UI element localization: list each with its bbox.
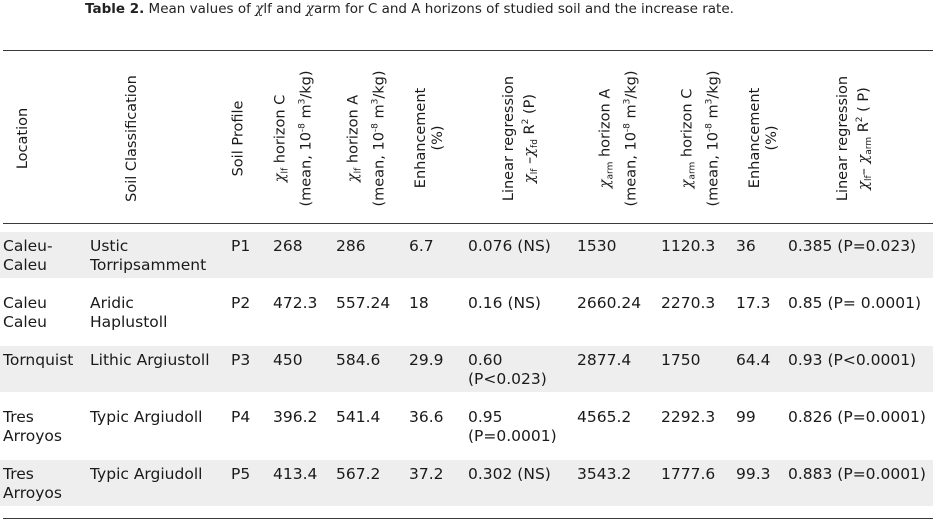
cell-classification: Typic Argiudoll: [90, 408, 203, 426]
caption-text-2: lf and: [263, 1, 306, 17]
cell-enh1: 18: [409, 294, 429, 312]
header-linear-regression-2: Linear regression $\chi_{lf}-$ $\chi_{arm}$ $R^2$ ( P): [835, 75, 875, 201]
cell-reg2: 0.93 (P<0.0001): [788, 351, 917, 369]
cell-enh2: 99: [736, 408, 756, 426]
cell-enh1: 37.2: [409, 465, 444, 483]
cell-chi-lf-c: 413.4: [273, 465, 318, 483]
header-location: Location: [15, 107, 32, 169]
cell-profile: P1: [231, 237, 251, 255]
cell-enh1: 6.7: [409, 237, 434, 255]
cell-reg1: 0.076 (NS): [468, 237, 551, 255]
cell-profile: P4: [231, 408, 251, 426]
cell-classification: Ustic Torripsamment: [90, 237, 207, 274]
cell-reg2: 0.85 (P= 0.0001): [788, 294, 922, 312]
header-enhancement-2: Enhancement (%): [747, 87, 780, 189]
cell-location: Caleu Caleu: [3, 294, 47, 331]
cell-chi-lf-c: 268: [273, 237, 303, 255]
caption-chi-1: χ: [255, 1, 264, 17]
cell-chi-lf-a: 557.24: [336, 294, 391, 312]
cell-profile: P5: [231, 465, 251, 483]
cell-profile: P2: [231, 294, 251, 312]
cell-chi-arm-a: 2877.4: [577, 351, 632, 369]
cell-chi-lf-a: 541.4: [336, 408, 381, 426]
cell-chi-arm-c: 1120.3: [661, 237, 716, 255]
cell-location: Tres Arroyos: [3, 408, 62, 445]
header-chi-arm-horizon-a: $\chi_{arm}$ horizon A (mean, $10^{-8}$ $m^3/kg$): [597, 69, 640, 207]
cell-chi-lf-c: 472.3: [273, 294, 318, 312]
cell-chi-lf-a: 567.2: [336, 465, 381, 483]
cell-reg2: 0.883 (P=0.0001): [788, 465, 926, 483]
header-soil-profile: Soil Profile: [230, 100, 247, 176]
cell-enh2: 36: [736, 237, 756, 255]
cell-reg1: 0.60 (P<0.023): [468, 351, 547, 388]
cell-chi-arm-a: 2660.24: [577, 294, 642, 312]
header-chi-lf-horizon-c: $\chi_{lf}$ horizon C (mean, $10^{-8}$ $m^3/kg$): [272, 69, 315, 207]
cell-profile: P3: [231, 351, 251, 369]
table-row: [0, 289, 933, 335]
cell-location: Caleu- Caleu: [3, 237, 53, 274]
cell-chi-lf-a: 286: [336, 237, 366, 255]
cell-enh1: 36.6: [409, 408, 444, 426]
cell-reg1: 0.16 (NS): [468, 294, 541, 312]
cell-chi-arm-a: 3543.2: [577, 465, 632, 483]
cell-chi-arm-c: 2270.3: [661, 294, 716, 312]
cell-chi-lf-c: 396.2: [273, 408, 318, 426]
table-caption: [85, 1, 734, 17]
cell-chi-lf-c: 450: [273, 351, 303, 369]
cell-chi-arm-c: 2292.3: [661, 408, 716, 426]
caption-text-1: Mean values of: [148, 1, 256, 17]
header-soil-classification: Soil Classification: [123, 74, 140, 202]
cell-enh2: 99.3: [736, 465, 771, 483]
cell-classification: Aridic Haplustoll: [90, 294, 168, 331]
cell-reg2: 0.385 (P=0.023): [788, 237, 917, 255]
cell-classification: Typic Argiudoll: [90, 465, 203, 483]
table-row: [0, 403, 933, 449]
table-row: [0, 232, 933, 278]
header-chi-arm-horizon-c: $\chi_{arm}$ horizon C (mean, $10^{-8}$ $m^3/kg$): [679, 69, 722, 207]
cell-location: Tornquist: [3, 351, 74, 369]
cell-chi-arm-c: 1750: [661, 351, 701, 369]
cell-enh1: 29.9: [409, 351, 444, 369]
header-linear-regression-1: Linear regression $\chi_{lf}$ $-\chi_{fd}$ $R^2$ (P): [501, 75, 541, 201]
cell-reg1: 0.95 (P=0.0001): [468, 408, 557, 445]
table-top-rule: [3, 50, 933, 51]
cell-reg1: 0.302 (NS): [468, 465, 551, 483]
cell-enh2: 17.3: [736, 294, 771, 312]
table-row: [0, 346, 933, 392]
cell-enh2: 64.4: [736, 351, 771, 369]
cell-chi-arm-a: 4565.2: [577, 408, 632, 426]
cell-reg2: 0.826 (P=0.0001): [788, 408, 926, 426]
table-row: [0, 460, 933, 506]
cell-chi-arm-c: 1777.6: [661, 465, 716, 483]
cell-location: Tres Arroyos: [3, 465, 62, 502]
caption-label: Table 2.: [85, 1, 145, 17]
cell-classification: Lithic Argiustoll: [90, 351, 210, 369]
caption-text-3: arm for C and A horizons of studied soil and the increase rate.: [313, 1, 734, 17]
header-chi-lf-horizon-a: $\chi_{lf}$ horizon A (mean, $10^{-8}$ $m^3/kg$): [345, 69, 388, 207]
header-enhancement-1: Enhancement (%): [413, 87, 446, 189]
table-header-rule: [3, 223, 933, 224]
cell-chi-lf-a: 584.6: [336, 351, 381, 369]
cell-chi-arm-a: 1530: [577, 237, 617, 255]
table-bottom-rule: [3, 518, 933, 519]
caption-chi-2: χ: [305, 1, 314, 17]
